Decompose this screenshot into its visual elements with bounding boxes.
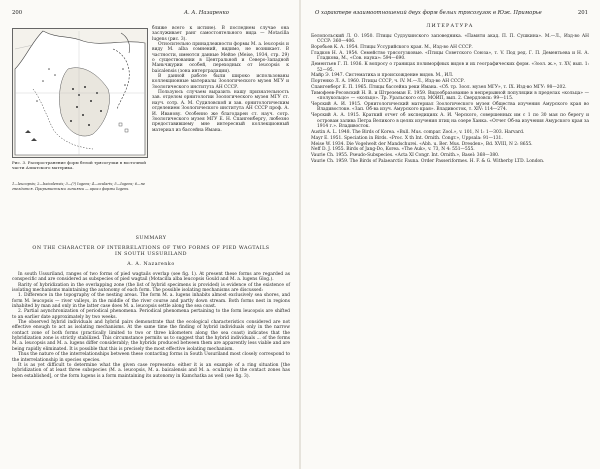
reference-item: Черский А. А. 1915. Краткий отчет об экспедициях А. И. Черского, совершенных им с 1 по 30 мая по берегу и островам залива Петра Великого в целях изучения птиц на озере Ханка. «Отчет Об-ва изучения Амурского края за 1914 г.». Владивосток. <box>311 113 589 129</box>
left-page-number: 200 <box>12 10 23 16</box>
reference-item: Meise W. 1934. Die Vogelwelt der Mandschurei. «Abh. u. Ber. Mus. Dresden», Bd. XVIII, N 2: 8655. <box>311 141 533 147</box>
reference-item: Воробьев К. А. 1954. Птицы Уссурийского края. М., Изд-во АН СССР. <box>311 45 473 51</box>
figure-legend: 1—leucopsis; 2—baicalensis; 3—(?) lugens; 4—ocularis; 5—lugens; 6—не гнездится. Прерывистыми линиями — ареал формы lugens. <box>12 182 146 191</box>
figure-caption: Рис. 3. Распространение форм белой трясогузки в восточной части Азиатского материка. <box>12 160 146 170</box>
reference-item: Дементьев Г. П. 1936. К вопросу о границах полиморфных видов и их географических форм. «Зоол. ж.», т. XV, вып. 1: 52—95. <box>311 62 589 73</box>
english-author: A. A. Nazarenko <box>127 262 175 267</box>
english-summary-body <box>12 272 290 379</box>
right-page <box>301 0 600 469</box>
paragraph: Пользуюсь случаем выразить нашу признательность зав. отделом орнитологии Зоологического музея МГУ ст. науч. сотр. А. М. Судиловской и зав. орнитологическим отделением Зоологического института АН СССР проф. А. И. Иванову. Особенно же благодарен ст. науч. сотр. Зоологического музея МГУ Е. Н. Спангенбергу, любезно предоставившему мне интересный коллекционный материал из бассейна Имана. <box>152 90 289 133</box>
paragraph: 1. Difference in the topography of the nesting areas. The form M. a. lugens inhabits almost exclusively sea shores, and form M. leucopsis — river valleys, in the middle of the river course and partly down stream. Both forms nest in regions inhabited by man and only in the latter case does M. a. leucopsis settle along the sea coast. <box>12 293 290 310</box>
paragraph: It is as yet difficult to determine what the given case represents: either it is an example of a ring situation [the hybridization of at least three subspecies (M. a. leucopsis, M. a. baicalensis and M. a. ocularis) in the contact zones has been established], or the form lugens is a form maintaining its autonomy in Kamchatka as well (see fig. 3). <box>12 362 290 379</box>
paragraph: In south Ussuriland, ranges of two forms of pied wagtails overlap (see fig. 1). At present these forms are regarded as conspecific and are considered as subspecies of pied wagtail (Motacilla alba leucopsis Gould and M. a. lugens Glog.). <box>12 272 290 283</box>
right-running-head <box>311 10 588 16</box>
summary-label: SUMMARY <box>135 236 167 241</box>
russian-column-right <box>152 26 289 133</box>
english-title: ON THE CHARACTER OF INTERRELATIONS OF TWO FORMS OF PIED WAGTAILS IN SOUTH USSURILAND <box>32 246 270 257</box>
reference-item: Черский А. И. 1915. Орнитологический материал Зоологического музея Общества изучения Амурского края во Владивостоке. «Зап. Об-ва изуч. Амурского края». Владивосток, т. XIV: 114—274. <box>311 102 589 113</box>
left-page <box>0 0 299 469</box>
paragraph: Thus the nature of the interrelationships between these contacting forms in South Ussuriland most closely correspond to the interrelationship in species species. <box>12 352 290 363</box>
right-running-title: О характере взаимоотношений двух форм белых трясогузок в Юж. Приморье <box>315 10 542 16</box>
reference-item: Гладков Н. А. 1954. Семейство трясогузковые. «Птицы Советского Союза», т. V. Под ред. Г. П. Дементьева и Н. А. Гладкова, М., «Сов. наука»: 594—690. <box>311 51 589 62</box>
paragraph: ближе всего к истине). В последнем случае она заслуживает ранг самостоятельного вида — Motacilla lugens (рис. 3). <box>152 26 289 42</box>
left-running-title: А. А. Назаренко <box>184 10 229 16</box>
reference-item: Mayr E. 1951. Speciation in Birds. «Proc. X th Int. Ornith. Congr.», Uppsala: 91—131. <box>311 135 503 141</box>
paragraph: Относительно принадлежности формы M. a. leucopsis и виду M. alba сомнений, видимо, не возникает. В частности, имеются данные Мейзе (Meise, 1934, стр. 29) о существовании в Центральной и Северо-Западной Маньчжурии особей, переходных от leucopsis к baicalensis (зона интерградации). <box>152 42 289 74</box>
paragraph: Rarity of hybridization in the overlapping zone (the list of hybrid specimens is provided) is evidence of the existence of isolating mechanisms maintaining the autonomy of each form. The possible isolating mechanisms are discussed: <box>12 282 290 294</box>
reference-item: Austin A. L. 1948. The Birds of Korea. «Bull. Mus. compar. Zool.», v. 101, N 1: 1—303. Harvard. <box>311 129 525 135</box>
reference-list <box>311 34 589 165</box>
reference-item: Vaurie Ch. 1955. Pseudo-Subspecies. «Acta XI Congr. Int. Ornith.», Basel: 368—380. <box>311 153 500 159</box>
reference-item: Vaurie Ch. 1959. The Birds of Palaearctic Fauna. Order Passeriformes. H. F. & G. Witherby LTD. London. <box>311 159 545 165</box>
paragraph: The observed hybrid individuals and hybrid pairs demonstrate that the ecological characteristics considered are not effective enough to act as isolating mechanisms. At the same time the finding of hybrid individuals only in the narrow contact zone of both forms (practically limited to two or three kilometers along the sea coast) indicates that the hybridization zone is strictly stabilized. This circumstance permits us to suggest that the hybrid individuals ... of the forms M. a. leucopsis and M. a. lugens differ considerably; the hybrids produced between them are apparently less viable and are being rapidly eliminated. It is possible that this is precisely the most effective isolating mechanism. <box>12 320 290 352</box>
literature-heading: ЛИТЕРАТУРА <box>426 24 474 29</box>
reference-item: Спангенберг Е. П. 1965. Птицы бассейна реки Имана. «Сб. тр. Зоол. музея МГУ», т. IX. Изд-во МГУ: 98—202. <box>311 85 567 91</box>
reference-item: Портенко Л. А. 1960. Птицы СССР, ч. IV. М.—Л., Изд-во АН СССР. <box>311 79 465 85</box>
reference-item: Майр Э. 1947. Систематика и происхождение видов. М., ИЛ. <box>311 73 454 79</box>
reference-item: Neff D. J. 1955. Birds of Jang-Do, Korea. «The Auk», v. 73, N 4: 551—555. <box>311 147 475 153</box>
distribution-map <box>12 28 148 158</box>
map-figure <box>13 29 147 157</box>
right-page-number: 201 <box>577 10 588 16</box>
reference-item: Белопольский Л. О. 1950. Птицы Судзухинского заповедника. «Памяти акад. П. П. Сушкина». М.—Л., Изд-во АН СССР: 360—406. <box>311 34 589 45</box>
left-running-head <box>12 10 289 16</box>
paragraph: В данной работе были широко использованы коллекционные материалы Зоологического музея МГУ и Зоологического института АН СССР. <box>152 74 289 90</box>
reference-item: Тимофеев-Ресовский Н. В. и Штреземан Е. 1959. Видообразование в непрерывной популяции в пределах «кольца» — «полукольцо» — «кольцо». Тр. Уральского отд. МОИП, вып. 2. Свердловск: 99—115. <box>311 90 589 102</box>
paragraph: 2. Partial asynchronization of periodical phenomena. Periodical phenomena pertaining to the form leucopsis are shifted to an earlier date approximately by two weeks. <box>12 309 290 320</box>
